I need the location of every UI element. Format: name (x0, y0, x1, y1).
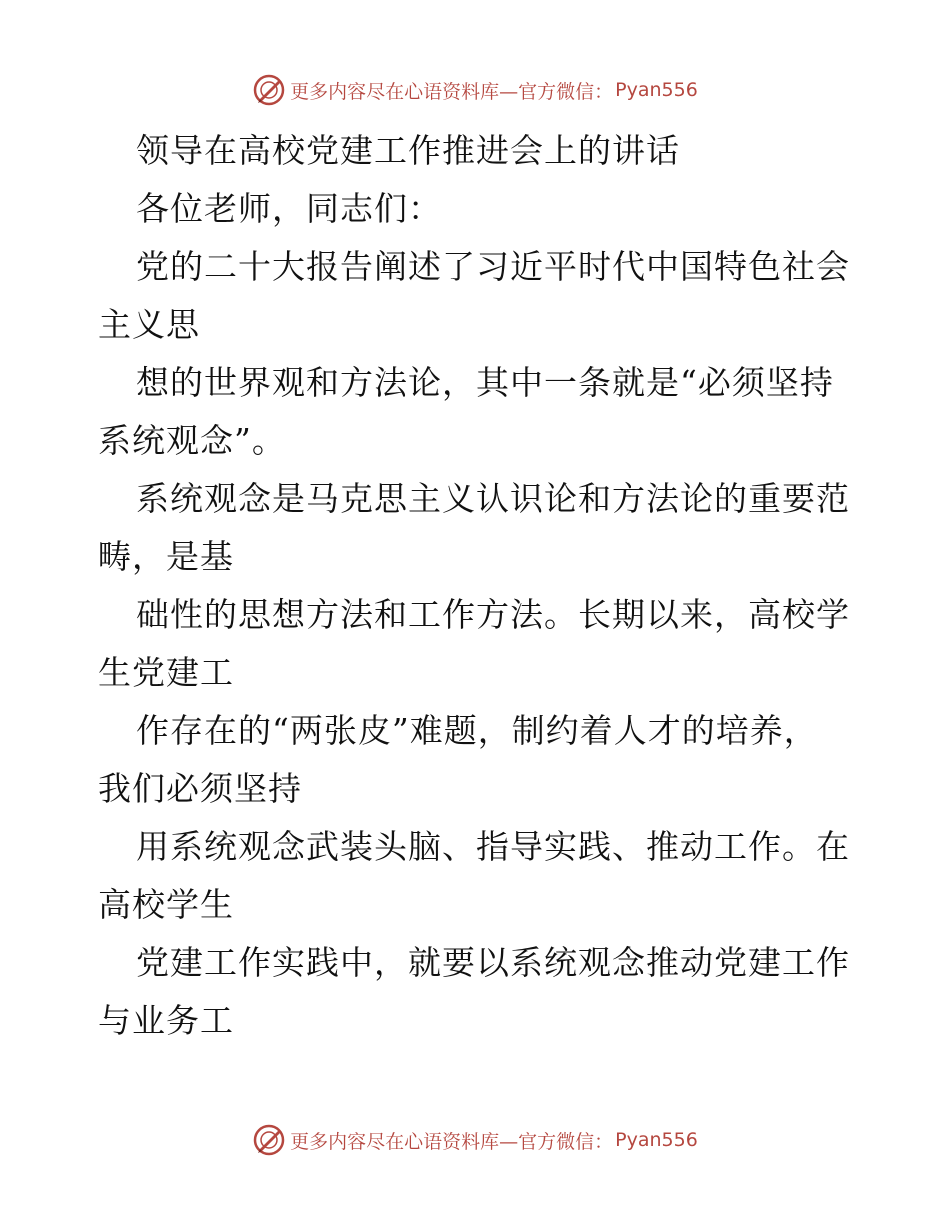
watermark-text: 更多内容尽在心语资料库—官方微信： (290, 1130, 614, 1153)
document-title: 领导在高校党建工作推进会上的讲话 (136, 131, 680, 170)
text-line: 党建工作实践中，就要以系统观念推动党建工作 (136, 943, 850, 982)
text-line: 我们必须坚持 (98, 769, 302, 808)
text-line: 系统观念”。 (98, 421, 286, 460)
text-line: 党的二十大报告阐述了习近平时代中国特色社会 (136, 247, 850, 286)
salutation: 各位老师，同志们： (136, 189, 442, 228)
document-body (98, 122, 858, 1050)
text-line: 畴，是基 (98, 537, 234, 576)
text-line: 主义思 (98, 305, 200, 344)
footer-watermark (0, 1120, 950, 1160)
text-line: 生党建工 (98, 653, 234, 692)
text-line: 作存在的“两张皮”难题，制约着人才的培养， (136, 711, 818, 750)
pen-logo-icon (252, 73, 286, 107)
watermark-contact: Pyan556 (615, 79, 698, 101)
text-line: 高校学生 (98, 885, 234, 924)
header-watermark (0, 70, 950, 110)
text-line: 与业务工 (98, 1001, 234, 1040)
text-line: 系统观念是马克思主义认识论和方法论的重要范 (136, 479, 850, 518)
pen-logo-icon (252, 1123, 286, 1157)
text-line: 础性的思想方法和工作方法。长期以来，高校学 (136, 595, 850, 634)
text-line: 想的世界观和方法论，其中一条就是“必须坚持 (136, 363, 834, 402)
text-line: 用系统观念武装头脑、指导实践、推动工作。在 (136, 827, 850, 866)
watermark-text: 更多内容尽在心语资料库—官方微信： (290, 80, 614, 103)
watermark-contact: Pyan556 (615, 1129, 698, 1151)
